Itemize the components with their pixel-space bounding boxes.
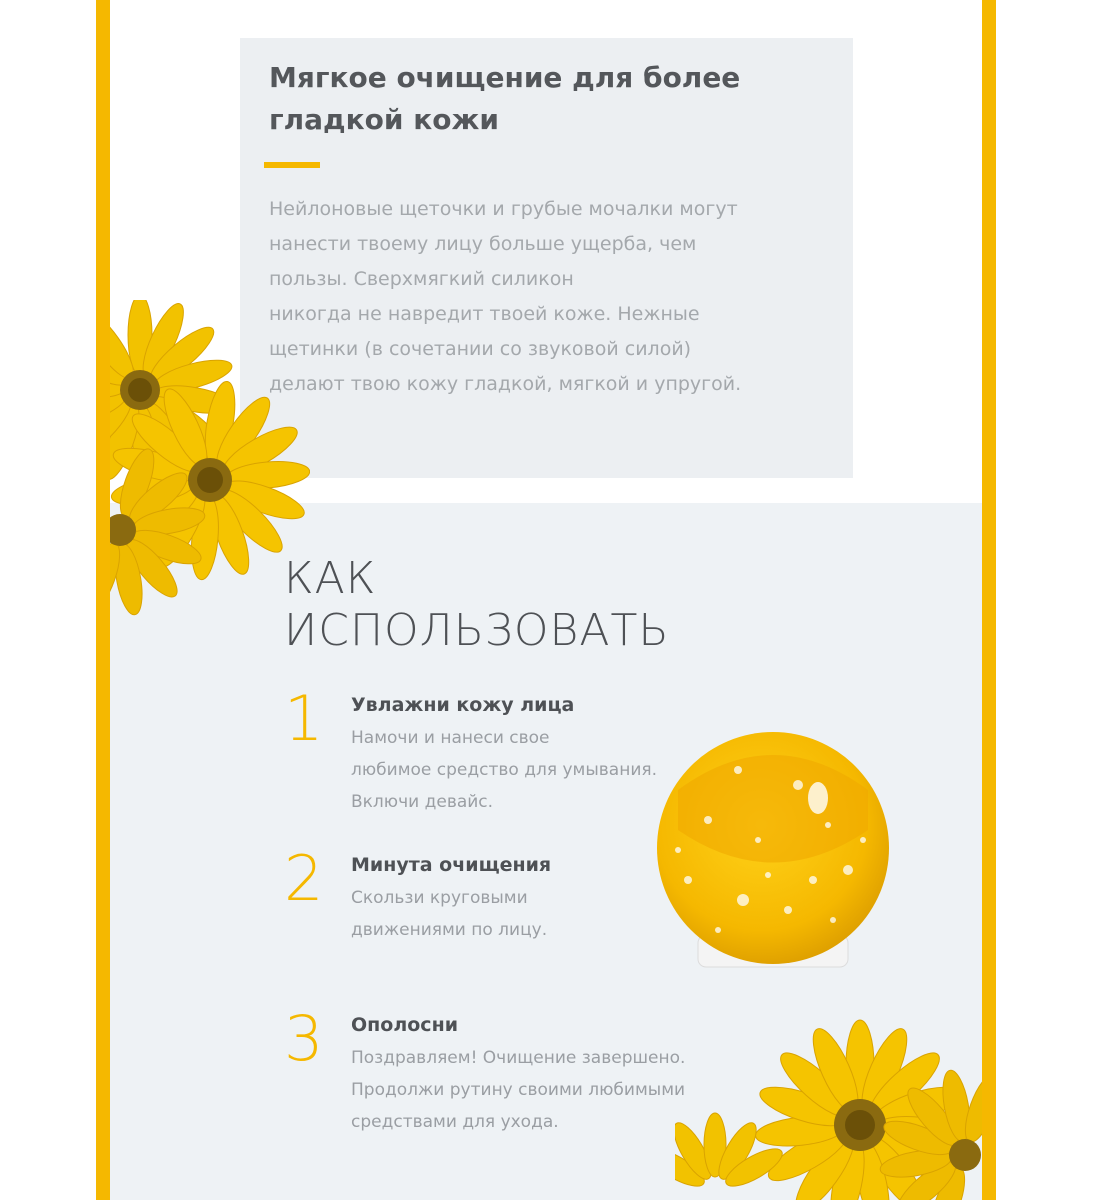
how-to-title: КАК ИСПОЛЬЗОВАТЬ [284, 553, 670, 656]
right-accent-border [982, 0, 996, 1200]
cleansing-device-image [648, 730, 898, 980]
step-text: Поздравляем! Очищение завершено. Продолжи рутину своими любимыми средствами для ухода. [351, 1048, 686, 1132]
step-text: Скользи круговыми движениями по лицу. [351, 888, 548, 940]
benefit-title: Мягкое очищение для более гладкой кожи [269, 61, 741, 136]
step-number: 2 [284, 842, 324, 915]
benefit-title-underline [264, 162, 320, 168]
step-text: Намочи и нанеси свое любимое средство для умывания. Включи девайс. [351, 728, 658, 812]
step-title: Минута очищения [351, 854, 552, 876]
step-number: 3 [284, 1002, 324, 1075]
step-number: 1 [284, 682, 324, 755]
sunflower-image [110, 300, 310, 630]
step-title: Ополосни [351, 1014, 459, 1036]
benefit-text: Нейлоновые щеточки и грубые мочалки могут нанести твоему лицу больше ущерба, чем пользы. Сверхмягкий силикон никогда не навредит твоей коже. Нежные щетинки (в сочетании со звуковой силой) делают твою кожу гладкой, мягкой и упругой. [269, 198, 742, 395]
step-title: Увлажни кожу лица [351, 694, 575, 716]
sunflower-image [675, 1005, 982, 1200]
left-accent-border [96, 0, 110, 1200]
